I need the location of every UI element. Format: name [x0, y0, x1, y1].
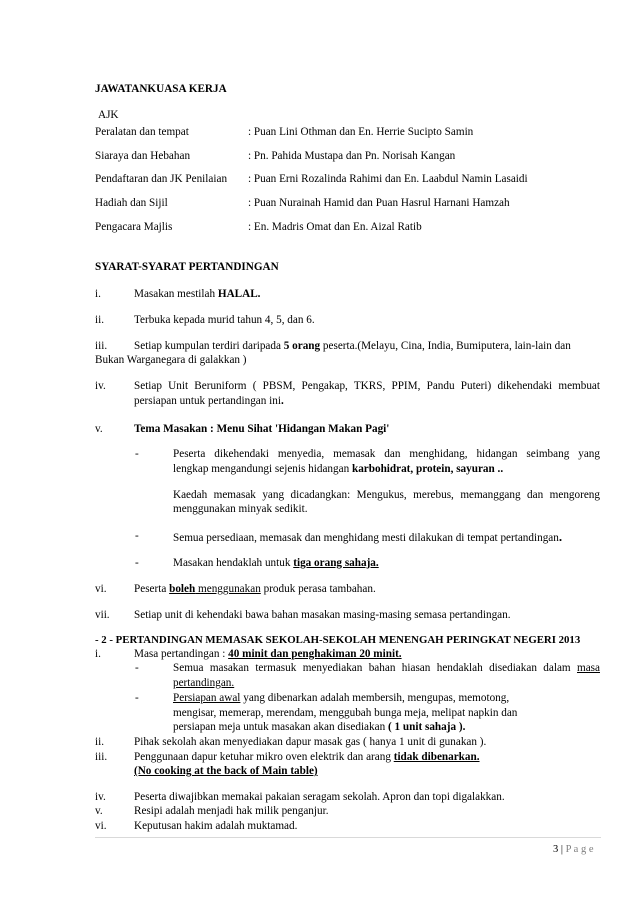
page-label: P a g e [565, 844, 594, 855]
rule-ii-text: Terbuka kepada murid tahun 4, 5, dan 6. [134, 314, 315, 326]
section-2-item-i-b: Persiapan awal yang dibenarkan adalah membersih, mengupas, memotong, [173, 692, 510, 704]
committee-members: : En. Madris Omat dan En. Aizal Ratib [248, 221, 422, 233]
rule-vii-text: Setiap unit di kehendaki bawa bahan masakan masing-masing semasa pertandingan. [134, 609, 511, 621]
section-heading-committee: JAWATANKUASA KERJA [95, 83, 227, 95]
rule-number: v. [95, 805, 103, 817]
rule-number: vii. [95, 609, 110, 621]
rule-vi-text: Peserta boleh menggunakan produk perasa tambahan. [134, 583, 376, 595]
rule-number: ii. [95, 736, 105, 748]
committee-role: Siaraya dan Hebahan [95, 150, 191, 162]
ajk-label: AJK [98, 109, 119, 121]
rule-v-item-c: Semua persediaan, memasak dan menghidang mesti dilakukan di tempat pertandingan. [173, 529, 563, 544]
rule-number: vi. [95, 820, 107, 832]
section-2-item-iv: Peserta diwajibkan memakai pakaian seragam sekolah. Apron dan topi digalakkan. [134, 791, 505, 803]
rule-number: i. [95, 648, 101, 660]
rule-iv-text-line2: persiapan untuk pertandingan ini. [134, 395, 284, 407]
section-2-item-i-a-line2: pertandingan. [173, 677, 235, 689]
rule-number: i. [95, 288, 101, 300]
page-footer: 3 | P a g e [553, 844, 594, 855]
section-2-item-v: Resipi adalah menjadi hak milik penganjur. [134, 805, 329, 817]
footer-divider [95, 837, 601, 838]
rule-i-text: Masakan mestilah HALAL. [134, 288, 261, 300]
section-2-item-i: Masa pertandingan : 40 minit dan penghakiman 20 minit. [134, 648, 402, 660]
page-number: 3 [553, 844, 559, 855]
rule-iii-text: Setiap kumpulan terdiri daripada 5 orang peserta.(Melayu, Cina, India, Bumiputera, lain-lain dan [134, 340, 571, 352]
rule-number: iii. [95, 340, 108, 352]
bullet-dash: - [135, 557, 139, 569]
section-heading-rules: SYARAT-SYARAT PERTANDINGAN [95, 261, 279, 273]
rule-iv-text: Setiap Unit Beruniform ( PBSM, Pengakap, TKRS, PPIM, Pandu Puteri) dikehendaki membuat [134, 380, 600, 392]
rule-number: iv. [95, 380, 106, 392]
rule-number: ii. [95, 314, 105, 326]
section-2-heading: - 2 - PERTANDINGAN MEMASAK SEKOLAH-SEKOLAH MENENGAH PERINGKAT NEGERI 2013 [95, 634, 581, 646]
committee-role: Peralatan dan tempat [95, 126, 189, 138]
section-2-item-i-b-line3: persiapan meja untuk masakan akan disediakan ( 1 unit sahaja ). [173, 721, 466, 733]
committee-members: : Pn. Pahida Mustapa dan Pn. Norisah Kangan [248, 150, 456, 162]
committee-role: Hadiah dan Sijil [95, 197, 168, 209]
rule-v-item-b-line2: menggunakan minyak sedikit. [173, 503, 308, 515]
bullet-dash: - [135, 530, 139, 542]
bullet-dash: - [135, 692, 139, 704]
bullet-dash: - [135, 448, 139, 460]
section-2-item-i-a: Semua masakan termasuk menyediakan bahan hiasan hendaklah disediakan dalam masa [173, 662, 600, 674]
section-2-item-vi: Keputusan hakim adalah muktamad. [134, 820, 298, 832]
rule-v-text: Tema Masakan : Menu Sihat 'Hidangan Makan Pagi' [134, 423, 390, 435]
section-2-item-iii: Penggunaan dapur ketuhar mikro oven elektrik dan arang tidak dibenarkan. [134, 751, 480, 763]
rule-v-item-d: Masakan hendaklah untuk tiga orang sahaja. [173, 557, 379, 569]
section-2-item-iii-line2: (No cooking at the back of Main table) [134, 765, 318, 777]
rule-number: iii. [95, 751, 108, 763]
committee-members: : Puan Lini Othman dan En. Herrie Sucipto Samin [248, 126, 474, 138]
section-2-item-ii: Pihak sekolah akan menyediakan dapur masak gas ( hanya 1 unit di gunakan ). [134, 736, 487, 748]
rule-v-item-a-line2: lengkap mengandungi sejenis hidangan karbohidrat, protein, sayuran .. [173, 463, 504, 475]
committee-role: Pendaftaran dan JK Penilaian [95, 173, 228, 185]
rule-v-item-a: Peserta dikehendaki menyedia, memasak dan menghidang, hidangan seimbang yang [173, 448, 600, 460]
rule-number: iv. [95, 791, 106, 803]
committee-members: : Puan Nurainah Hamid dan Puan Hasrul Harnani Hamzah [248, 197, 510, 209]
rule-iii-text-line2: Bukan Warganegara di galakkan ) [95, 354, 247, 366]
committee-members: : Puan Erni Rozalinda Rahimi dan En. Laabdul Namin Lasaidi [248, 173, 528, 185]
rule-number: vi. [95, 583, 107, 595]
bullet-dash: - [135, 662, 139, 674]
committee-role: Pengacara Majlis [95, 221, 173, 233]
section-2-item-i-b-line2: mengisar, memerap, merendam, menggubah bunga meja, melipat napkin dan [173, 707, 518, 719]
rule-number: v. [95, 423, 103, 435]
rule-v-item-b: Kaedah memasak yang dicadangkan: Mengukus, merebus, memanggang dan mengoreng [173, 489, 600, 501]
